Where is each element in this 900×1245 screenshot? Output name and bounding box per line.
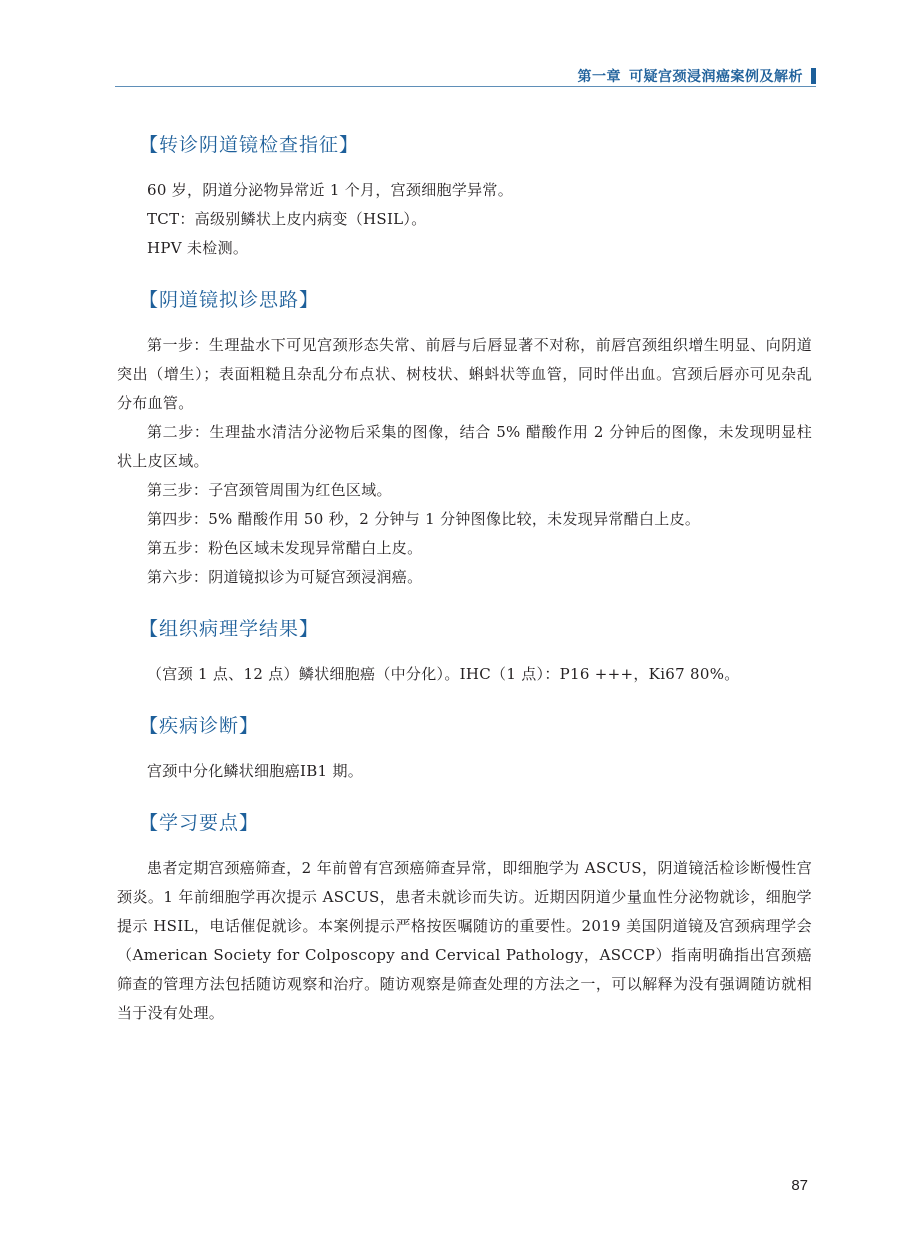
body-line: 宫颈中分化鳞状细胞癌ⅠB1 期。 — [147, 762, 364, 780]
section-colposcopy-reasoning — [117, 285, 812, 592]
body-paragraph: 第五步：粉色区域未发现异常醋白上皮。 — [147, 539, 423, 557]
section-diagnosis — [139, 711, 812, 786]
section-heading: 【阴道镜拟诊思路】 — [139, 289, 320, 311]
running-head — [578, 66, 817, 86]
body-line: 60 岁，阴道分泌物异常近 1 个月，宫颈细胞学异常。 — [147, 181, 514, 199]
chapter-title: 可疑宫颈浸润癌案例及解析 — [629, 69, 803, 85]
section-heading: 【疾病诊断】 — [139, 715, 260, 737]
body-paragraph: 患者定期宫颈癌筛查，2 年前曾有宫颈癌筛查异常，即细胞学为 ASCUS，阴道镜活检诊断慢性宫颈炎。1 年前细胞学再次提示 ASCUS，患者未就诊而失访。近期因阴道少量血性分泌物就诊，细胞学提示 HSIL，电话催促就诊。本案例提示严格按医嘱随访的重要性。2019 美国阴道镜及宫颈病理学会（American Society for Colposcopy and Cervical Pathology，ASCCP）指南明确指出宫颈癌筛查的管理方法包括随访观察和治疗。随访观察是筛查处理的方法之一，可以解释为没有强调随访就相当于没有处理。 — [117, 859, 812, 1022]
body-line: （宫颈 1 点、12 点）鳞状细胞癌（中分化）。IHC（1 点）：P16 +++，Ki67 80%。 — [147, 665, 740, 683]
body-paragraph: 第四步：5% 醋酸作用 50 秒，2 分钟与 1 分钟图像比较，未发现异常醋白上皮。 — [147, 510, 701, 528]
section-referral-indications — [139, 130, 812, 263]
section-learning-points — [117, 808, 812, 1028]
body-paragraph: 第三步：子宫颈管周围为红色区域。 — [147, 481, 392, 499]
section-histopathology — [139, 614, 812, 689]
section-heading: 【组织病理学结果】 — [139, 618, 320, 640]
body-paragraph: 第六步：阴道镜拟诊为可疑宫颈浸润癌。 — [147, 568, 423, 586]
chapter-label: 第一章 — [577, 69, 621, 85]
body-paragraph: 第二步：生理盐水清洁分泌物后采集的图像，结合 5% 醋酸作用 2 分钟后的图像，未发现明显柱状上皮区域。 — [117, 423, 812, 470]
page-body — [117, 130, 812, 1050]
body-line: HPV 未检测。 — [147, 239, 249, 257]
section-heading: 【学习要点】 — [139, 812, 260, 834]
page-number: 87 — [791, 1177, 808, 1194]
body-paragraph: 第一步：生理盐水下可见宫颈形态失常、前唇与后唇显著不对称，前唇宫颈组织增生明显、向阴道突出（增生）；表面粗糙且杂乱分布点状、树枝状、蝌蚪状等血管，同时伴出血。宫颈后唇亦可见杂乱分布血管。 — [117, 336, 812, 412]
section-heading: 【转诊阴道镜检查指征】 — [139, 134, 360, 156]
body-line: TCT：高级别鳞状上皮内病变（HSIL）。 — [147, 210, 427, 228]
header-marker-bar — [811, 68, 816, 84]
header-rule — [115, 86, 816, 87]
